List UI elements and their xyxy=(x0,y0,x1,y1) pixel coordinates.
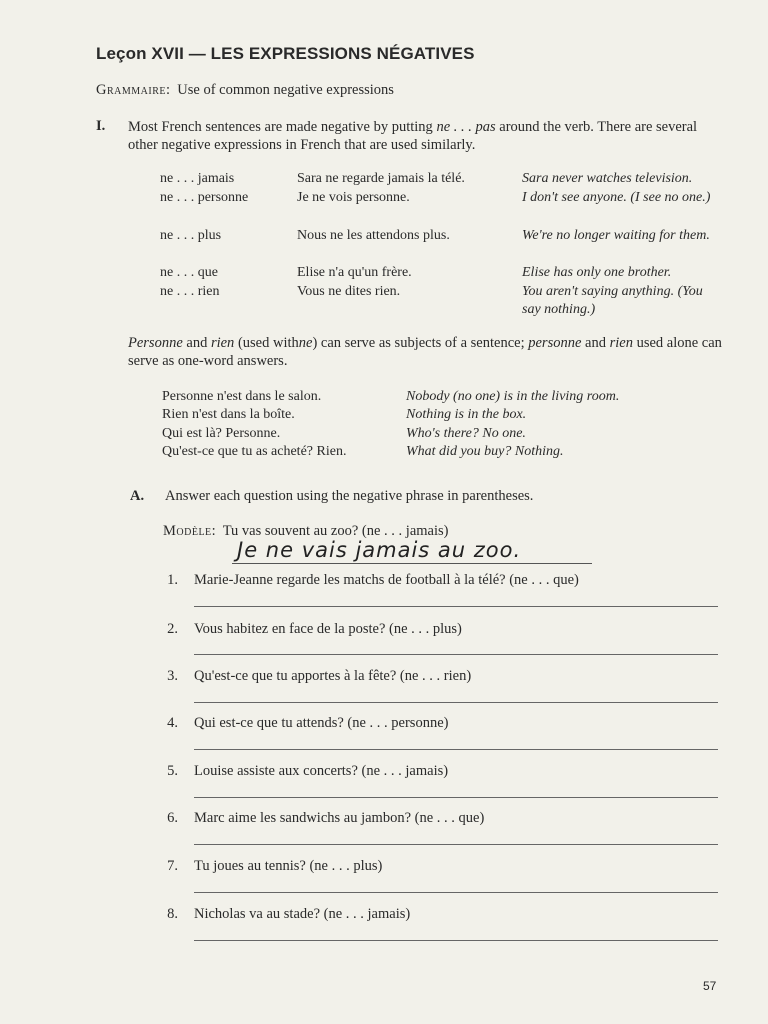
modele-handwritten-answer: Je ne vais jamais au zoo. xyxy=(237,538,522,562)
word-subjects: ) can serve as subjects of a sentence; xyxy=(312,335,525,351)
intro-ne-pas: ne . . . pas xyxy=(436,119,496,135)
table-expr: ne . . . rien xyxy=(160,284,220,299)
example-english: Nothing is in the box. xyxy=(406,407,527,422)
question-number: 2. xyxy=(167,621,178,637)
page-number: 57 xyxy=(703,979,717,993)
word-personne-2: personne xyxy=(528,335,582,351)
answer-line-1[interactable] xyxy=(194,606,718,607)
answer-line-2[interactable] xyxy=(194,654,718,655)
table-expr: ne . . . personne xyxy=(160,190,249,205)
table-english: I don't see anyone. (I see no one.) xyxy=(522,190,711,205)
table-french: Elise n'a qu'un frère. xyxy=(297,265,412,280)
answer-line-3[interactable] xyxy=(194,702,718,703)
table-expr: ne . . . que xyxy=(160,265,218,280)
table-english: We're no longer waiting for them. xyxy=(522,228,710,243)
answer-line-7[interactable] xyxy=(194,892,718,893)
modele-question: Tu vas souvent au zoo? (ne . . . jamais) xyxy=(222,523,449,539)
table-french: Je ne vois personne. xyxy=(297,190,410,205)
modele-answer-line xyxy=(232,563,592,564)
question-number: 8. xyxy=(167,906,178,922)
example-french: Qui est là? Personne. xyxy=(162,426,281,441)
example-french: Personne n'est dans le salon. xyxy=(162,389,322,404)
example-french: Qu'est-ce que tu as acheté? Rien. xyxy=(162,444,347,459)
subjects-paragraph xyxy=(128,334,723,370)
table-expr: ne . . . jamais xyxy=(160,171,235,186)
question-number: 4. xyxy=(167,715,178,731)
table-french: Sara ne regarde jamais la télé. xyxy=(297,171,465,186)
question-text: Qu'est-ce que tu apportes à la fête? (ne . . . rien) xyxy=(194,668,472,684)
question-text: Qui est-ce que tu attends? (ne . . . personne) xyxy=(194,715,449,731)
question-text: Louise assiste aux concerts? (ne . . . jamais) xyxy=(194,763,449,779)
question-number: 1. xyxy=(167,572,178,588)
word-used-with: (used with xyxy=(237,335,299,351)
question-number: 3. xyxy=(167,668,178,684)
table-english: Sara never watches television. xyxy=(522,171,693,186)
section-intro xyxy=(128,118,723,154)
answer-line-4[interactable] xyxy=(194,749,718,750)
word-rien-2: rien xyxy=(609,335,633,351)
answer-line-8[interactable] xyxy=(194,940,718,941)
answer-line-5[interactable] xyxy=(194,797,718,798)
table-expr: ne . . . plus xyxy=(160,228,222,243)
grammaire-text: Use of common negative expressions xyxy=(177,82,394,98)
example-english: What did you buy? Nothing. xyxy=(406,444,564,459)
section-number: I. xyxy=(96,118,106,134)
table-french: Vous ne dites rien. xyxy=(297,284,401,299)
word-and-2: and xyxy=(585,335,606,351)
question-text: Vous habitez en face de la poste? (ne . . . plus) xyxy=(194,621,462,637)
word-personne: Personne xyxy=(128,335,183,351)
question-number: 6. xyxy=(167,810,178,826)
grammaire-label: Grammaire xyxy=(96,82,166,98)
example-english: Who's there? No one. xyxy=(406,426,526,441)
exercise-label: A. xyxy=(130,488,145,504)
modele-label: Modèle xyxy=(163,523,212,539)
answer-line-6[interactable] xyxy=(194,844,718,845)
example-english: Nobody (no one) is in the living room. xyxy=(406,389,620,404)
modele-line: Modèle: Tu vas souvent au zoo? (ne . . . jamais) xyxy=(163,523,449,539)
intro-text-a: Most French sentences are made negative by putting xyxy=(128,119,433,135)
word-ne: ne xyxy=(298,335,313,351)
grammaire-line: Grammaire: Use of common negative expressions xyxy=(96,82,394,98)
question-text: Tu joues au tennis? (ne . . . plus) xyxy=(194,858,383,874)
question-number: 7. xyxy=(167,858,178,874)
question-number: 5. xyxy=(167,763,178,779)
intro-text-b: around the verb. There are several other negative expressions in French that are used similarly. xyxy=(128,119,698,153)
table-french: Nous ne les attendons plus. xyxy=(297,228,450,243)
word-and: and xyxy=(186,335,208,351)
lesson-title: Leçon XVII — LES EXPRESSIONS NÉGATIVES xyxy=(96,44,475,63)
word-answers: used alone can serve as one-word answers. xyxy=(128,335,722,369)
table-english: You aren't saying anything. (You say nothing.) xyxy=(522,284,703,317)
question-text: Nicholas va au stade? (ne . . . jamais) xyxy=(194,906,411,922)
question-text: Marc aime les sandwichs au jambon? (ne . . . que) xyxy=(194,810,485,826)
table-english: Elise has only one brother. xyxy=(522,265,672,280)
word-rien: rien xyxy=(210,335,235,351)
question-text: Marie-Jeanne regarde les matchs de football à la télé? (ne . . . que) xyxy=(194,572,579,588)
exercise-instruction: Answer each question using the negative phrase in parentheses. xyxy=(165,488,534,504)
example-french: Rien n'est dans la boîte. xyxy=(162,407,295,422)
